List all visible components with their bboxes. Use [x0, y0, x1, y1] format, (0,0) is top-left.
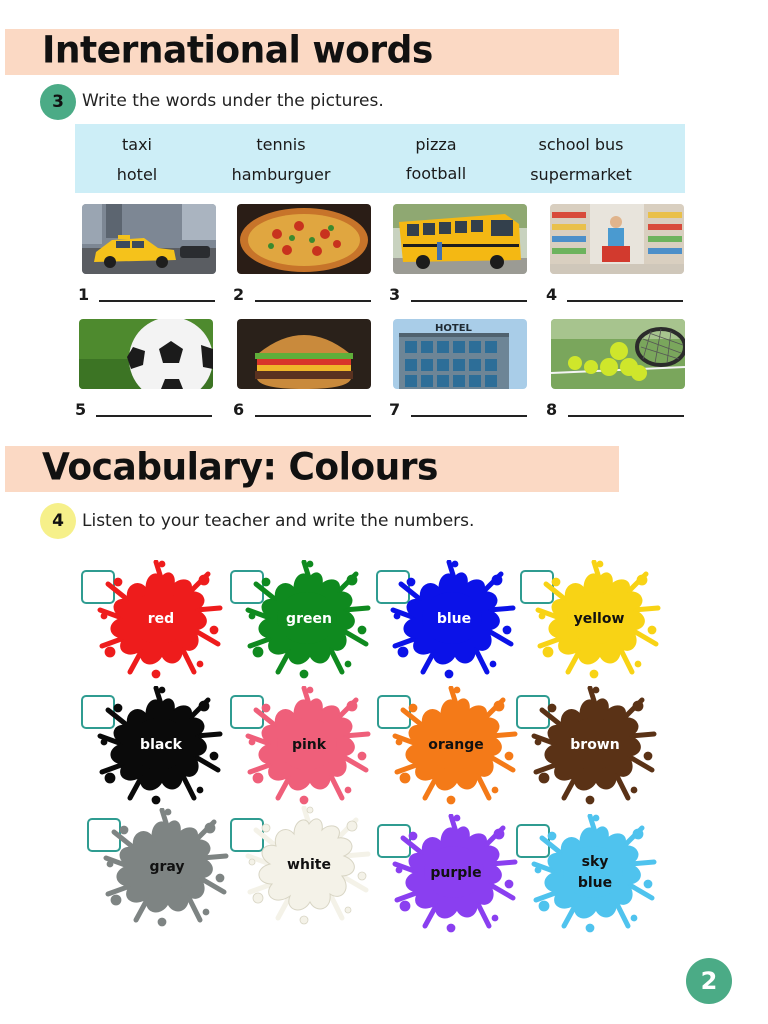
football-picture	[79, 319, 213, 389]
colour-label: pink	[291, 737, 327, 753]
word-bank-item: hamburguer	[231, 165, 331, 184]
word-bank-item: football	[405, 164, 467, 183]
answer-line[interactable]	[99, 300, 215, 302]
word-bank-item: supermarket	[530, 165, 632, 184]
section-header-vocabulary-colours	[5, 446, 619, 492]
pizza-picture	[237, 204, 371, 274]
colour-label-line: blue	[577, 875, 613, 891]
exercise-number-badge: 3	[40, 84, 76, 120]
hamburger-picture	[237, 319, 371, 389]
answer-line[interactable]	[568, 415, 684, 417]
hotel-sign: HOTEL	[435, 323, 472, 334]
colour-label: black	[140, 737, 182, 753]
answer-number: 4	[546, 285, 558, 304]
answer-number: 6	[233, 400, 245, 419]
school-bus-picture	[393, 204, 527, 274]
paint-splat-gray	[102, 808, 232, 928]
word-bank	[75, 124, 685, 193]
paint-splat-red	[96, 560, 226, 680]
paint-splat-blue	[389, 560, 519, 680]
colour-label: red	[147, 611, 175, 627]
section-title: Vocabulary: Colours	[42, 445, 438, 490]
colour-label: brown	[570, 737, 620, 753]
section-title: International words	[42, 28, 433, 73]
word-bank-item: hotel	[116, 165, 158, 184]
paint-splat-brown	[530, 686, 660, 806]
answer-number: 5	[75, 400, 87, 419]
answer-line[interactable]	[411, 300, 527, 302]
colour-label: green	[286, 611, 332, 627]
colour-label: blue	[436, 611, 472, 627]
colour-label: white	[287, 857, 331, 873]
answer-number: 2	[233, 285, 245, 304]
paint-splat-green	[244, 560, 374, 680]
word-bank-item: tennis	[256, 135, 306, 154]
answer-line[interactable]	[255, 300, 371, 302]
paint-splat-orange	[391, 686, 521, 806]
word-bank-item: school bus	[538, 135, 624, 154]
answer-line[interactable]	[96, 415, 212, 417]
answer-number: 1	[78, 285, 90, 304]
answer-number: 3	[389, 285, 401, 304]
word-bank-item: pizza	[415, 135, 457, 154]
paint-splat-pink	[244, 686, 374, 806]
word-bank-item: taxi	[122, 135, 152, 154]
answer-line[interactable]	[255, 415, 371, 417]
answer-line[interactable]	[567, 300, 683, 302]
colour-label: gray	[149, 859, 185, 875]
answer-number: 8	[546, 400, 558, 419]
supermarket-picture	[550, 204, 684, 274]
exercise-number-badge: 4	[40, 503, 76, 539]
taxi-picture	[82, 204, 216, 274]
paint-splat-purple	[391, 814, 521, 934]
page-number: 2	[686, 958, 732, 1004]
colour-label: yellow	[573, 611, 625, 627]
colour-label: orange	[428, 737, 484, 753]
colour-label-line: sky	[581, 854, 609, 870]
answer-line[interactable]	[411, 415, 527, 417]
paint-splat-sky-blue	[530, 814, 660, 934]
tennis-picture	[551, 319, 685, 389]
section-header-international-words	[5, 29, 619, 75]
paint-splat-black	[96, 686, 226, 806]
answer-number: 7	[389, 400, 401, 419]
hotel-picture	[393, 319, 527, 389]
exercise-instruction: Write the words under the pictures.	[82, 91, 384, 111]
paint-splat-white	[244, 806, 374, 926]
exercise-instruction: Listen to your teacher and write the numbers.	[82, 511, 475, 531]
colour-label: purple	[430, 865, 482, 881]
colour-label	[530, 852, 660, 894]
paint-splat-yellow	[534, 560, 664, 680]
